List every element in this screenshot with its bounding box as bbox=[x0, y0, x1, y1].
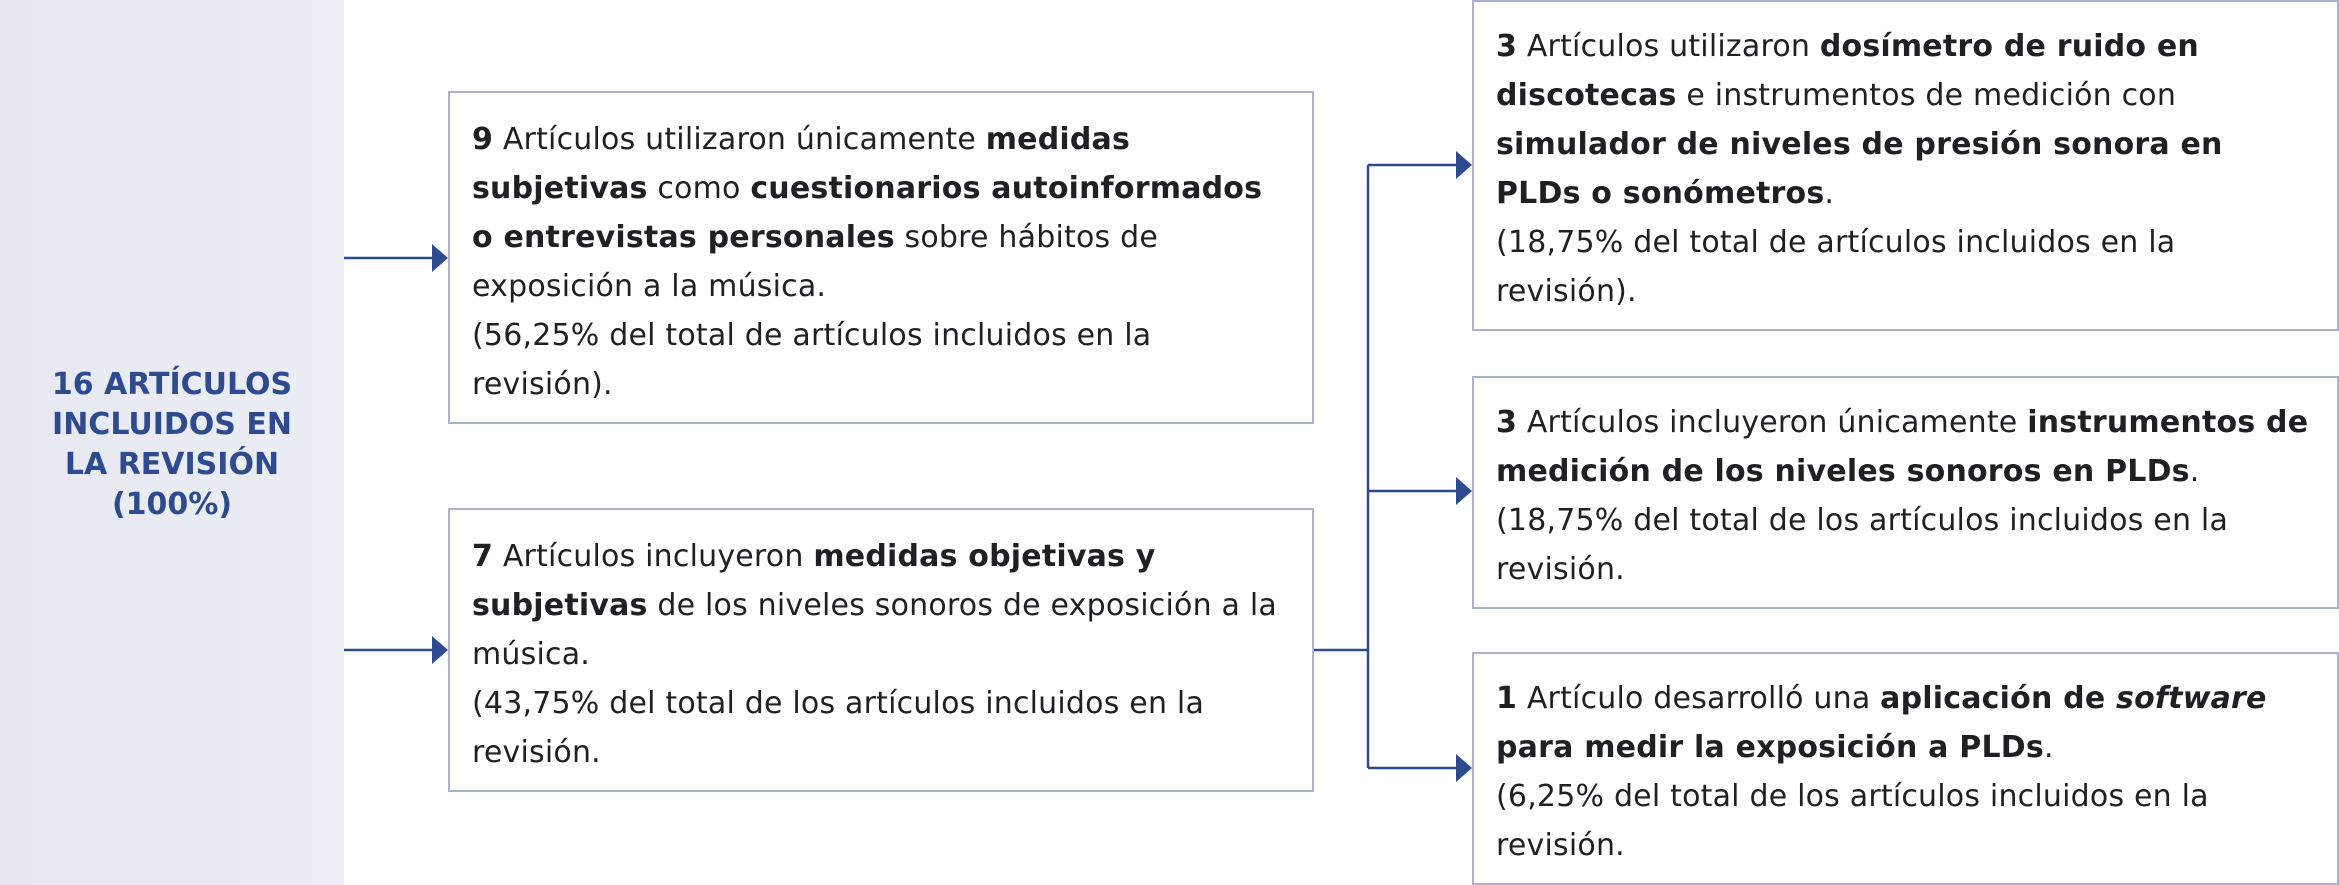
dosimeter-count: 3 bbox=[1496, 29, 1518, 64]
total-line-1: 16 ARTÍCULOS bbox=[51, 367, 293, 402]
dosimeter-percentage: (18,75% del total de artículos incluidos en la revisión). bbox=[1496, 225, 2176, 309]
software-italic: software bbox=[2116, 681, 2267, 716]
instruments-count: 3 bbox=[1496, 405, 1518, 440]
arrowhead-subjective-icon bbox=[432, 244, 448, 272]
instruments-box bbox=[1472, 376, 2339, 609]
software-bold-1: aplicación de bbox=[1880, 681, 2117, 716]
dosimeter-bold-2: simulador de niveles de presión sonora en PLDs o sonómetros bbox=[1496, 127, 2223, 211]
mixed-bold-1: medidas objetivas y subjetivas bbox=[472, 539, 1156, 623]
dosimeter-text-1: Artículos utilizaron bbox=[1517, 29, 1820, 64]
mixed-count: 7 bbox=[472, 539, 494, 574]
subjective-bold-1: medidas subjetivas bbox=[472, 122, 1131, 206]
software-text-1: Artículo desarrolló una bbox=[1517, 681, 1881, 716]
total-line-4: (100%) bbox=[111, 487, 233, 522]
software-text-2: . bbox=[2043, 730, 2054, 765]
dosimeter-text-2: e instrumentos de medición con bbox=[1676, 78, 2177, 113]
mixed-measures-box bbox=[448, 508, 1314, 792]
dosimeter-bold-1: dosímetro de ruido en discotecas bbox=[1496, 29, 2199, 113]
subjective-count: 9 bbox=[472, 122, 494, 157]
arrowhead-mixed-icon bbox=[432, 636, 448, 664]
subjective-text-1: Artículos utilizaron únicamente bbox=[493, 122, 986, 157]
mixed-percentage: (43,75% del total de los artículos incluidos en la revisión. bbox=[472, 686, 1205, 770]
subjective-percentage: (56,25% del total de artículos incluidos en la revisión). bbox=[472, 318, 1152, 402]
dosimeter-box bbox=[1472, 0, 2339, 331]
software-count: 1 bbox=[1496, 681, 1518, 716]
software-box bbox=[1472, 652, 2339, 885]
subjective-measures-box bbox=[448, 91, 1314, 424]
dosimeter-text-3: . bbox=[1824, 176, 1835, 211]
total-line-3: LA REVISIÓN bbox=[64, 447, 280, 482]
subjective-bold-2: cuestionarios autoinformados o entrevistas personales bbox=[472, 171, 1263, 255]
mixed-text-1: Artículos incluyeron bbox=[493, 539, 814, 574]
mixed-text-2: de los niveles sonoros de exposición a la música. bbox=[472, 588, 1277, 672]
software-bold-2: para medir la exposición a PLDs bbox=[1496, 730, 2044, 765]
total-line-2: INCLUIDOS EN bbox=[52, 407, 292, 442]
instruments-percentage: (18,75% del total de los artículos incluidos en la revisión. bbox=[1496, 503, 2229, 587]
instruments-text-2: . bbox=[2189, 454, 2200, 489]
instruments-bold-1: instrumentos de medición de los niveles sonoros en PLDs bbox=[1496, 405, 2309, 489]
arrowhead-software-icon bbox=[1456, 754, 1472, 782]
subjective-text-2: como bbox=[647, 171, 751, 206]
arrowhead-dosimeter-icon bbox=[1456, 151, 1472, 179]
arrowhead-instruments-icon bbox=[1456, 477, 1472, 505]
instruments-text-1: Artículos incluyeron únicamente bbox=[1517, 405, 2028, 440]
software-percentage: (6,25% del total de los artículos incluidos en la revisión. bbox=[1496, 779, 2209, 863]
subjective-text-3: sobre hábitos de exposición a la música. bbox=[472, 220, 1158, 304]
